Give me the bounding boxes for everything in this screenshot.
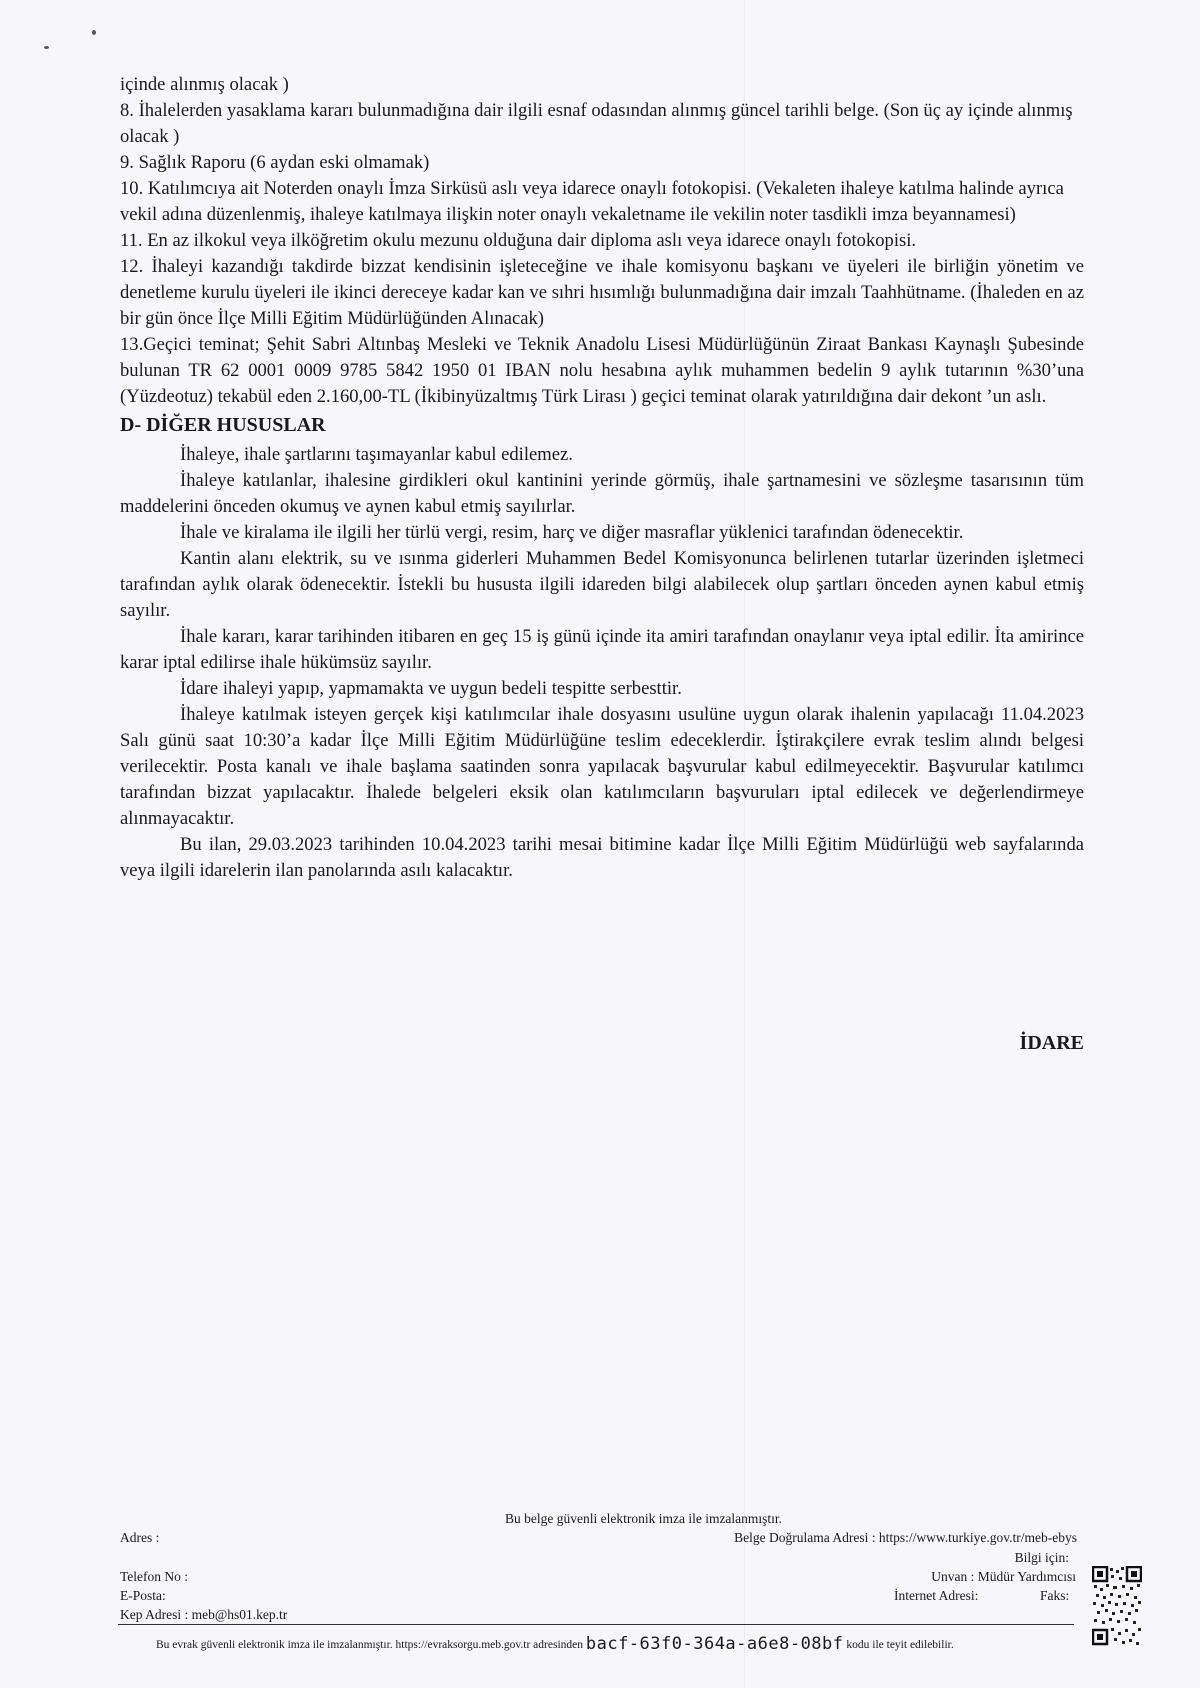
unvan-label: Unvan : Müdür Yardımcısı — [931, 1569, 1076, 1584]
telefon-label: Telefon No : — [120, 1569, 189, 1584]
requirement-13: 13.Geçici teminat; Şehit Sabri Altınbaş Mesleki ve Teknik Anadolu Lisesi Müdürlüğünün Ziraat Bankası Kaynaşlı Şubesinde bulunan TR 62 0001 0009 9785 5842 1950 01 IBAN nolu hesabına aylık muhammen bedelin 9 aylık tutarının %30’una (Yüzdeotuz) tekabül eden 2.160,00-TL (İkibinyüzaltmış Türk Lirası ) geçici teminat olarak yatırıldığına dair dekont ’un aslı. — [120, 334, 1084, 407]
requirement-8: 8. İhalelerden yasaklama kararı bulunmadığına dair ilgili esnaf odasından alınmış güncel tarihli belge. (Son üç ay içinde alınmış olacak ) — [120, 100, 1073, 147]
other-clause: İhale ve kiralama ile ilgili her türlü vergi, resim, harç ve diğer masraflar yüklenici tarafından ödenecektir. — [180, 522, 964, 543]
qr-code-icon — [1092, 1566, 1142, 1646]
faks-label: Faks: — [1040, 1588, 1070, 1603]
eposta-label: E-Posta: — [120, 1588, 166, 1603]
paragraph-continuation: içinde alınmış olacak ) — [120, 74, 289, 95]
section-heading: D- DİĞER HUSUSLAR — [120, 414, 326, 436]
verify-note — [156, 1634, 954, 1654]
other-clause: İhale kararı, karar tarihinden itibaren en geç 15 iş günü içinde ita amiri tarafından onaylanır veya iptal edilir. İta amirince karar iptal edilirse ihale hükümsüz sayılır. — [120, 626, 1084, 673]
other-clause: Bu ilan, 29.03.2023 tarihinden 10.04.2023 tarihi mesai bitimine kadar İlçe Milli Eğitim Müdürlüğü web sayfalarında veya ilgili idarelerin ilan panolarında asılı kalacaktır. — [120, 834, 1084, 881]
kep-address: Kep Adresi : meb@hs01.kep.tr — [120, 1607, 288, 1622]
requirement-9: 9. Sağlık Raporu (6 aydan eski olmamak) — [120, 152, 430, 173]
bilgi-icin-label: Bilgi için: — [1014, 1550, 1069, 1565]
other-clause: İdare ihaleyi yapıp, yapmamakta ve uygun bedeli tespitte serbesttir. — [180, 678, 682, 699]
verify-note-suffix: kodu ile teyit edilebilir. — [846, 1639, 954, 1651]
requirement-11: 11. En az ilkokul veya ilköğretim okulu mezunu olduğuna dair diploma aslı veya idarece onaylı fotokopisi. — [120, 230, 917, 251]
other-clause: Kantin alanı elektrik, su ve ısınma giderleri Muhammen Bedel Komisyonunca belirlenen tutarlar üzerinden işletmeci tarafından aylık olarak ödenecektir. İstekli bu hususta ilgili idareden bilgi alabilecek olup şartları önceden aynen kabul etmiş sayılır. — [120, 548, 1084, 621]
requirement-10: 10. Katılımcıya ait Noterden onaylı İmza Sirküsü aslı veya idarece onaylı fotokopisi. (Vekaleten ihaleye katılma halinde ayrıca vekil adına düzenlenmiş, ihaleye katılmaya ilişkin noter onaylı vekaletname ile vekilin noter tasdikli imza beyannamesi) — [120, 178, 1064, 225]
verify-note-prefix: Bu evrak güvenli elektronik imza ile imzalanmıştır. https://evraksorgu.meb.gov.tr adresinden — [156, 1639, 583, 1651]
internet-label: İnternet Adresi: — [894, 1588, 979, 1603]
requirement-12: 12. İhaleyi kazandığı takdirde bizzat kendisinin işleteceğine ve ihale komisyonu başkanı ve üyeleri ile birliğin yönetim ve denetleme kurulu üyeleri ile ikinci dereceye kadar kan ve sıhri hısımlığı bulunmadığına dair imzalı Taahhütname. (İhaleden en az bir gün önce İlçe Milli Eğitim Müdürlüğünden Alınacak) — [120, 256, 1084, 329]
other-clause: İhaleye katılanlar, ihalesine girdikleri okul kantinini yerinde görmüş, ihale şartnamesini ve sözleşme tasarısının tüm maddelerini önceden okumuş ve aynen kabul etmiş sayılırlar. — [120, 470, 1084, 517]
footer-divider — [118, 1624, 1074, 1625]
e-sign-note: Bu belge güvenli elektronik imza ile imzalanmıştır. — [505, 1511, 783, 1526]
other-clause: İhaleye, ihale şartlarını taşımayanlar kabul edilemez. — [180, 444, 573, 465]
signature-block: İDARE — [1019, 1032, 1084, 1054]
verify-address: Belge Doğrulama Adresi : https://www.turkiye.gov.tr/meb-ebys — [734, 1530, 1077, 1545]
other-clause: İhaleye katılmak isteyen gerçek kişi katılımcılar ihale dosyasını usulüne uygun olarak ihalenin yapılacağı 11.04.2023 Salı günü saat 10:30’a kadar İlçe Milli Eğitim Müdürlüğüne teslim edeceklerdir. İştirakçilere evrak teslim alındı belgesi verilecektir. Posta kanalı ve ihale başlama saatinden sonra yapılacak başvurular kabul edilmeyecektir. Başvurular katılımcı tarafından bizzat yapılacaktır. İhalede belgeleri eksik olan katılımcıların başvuruları iptal edilecek ve değerlendirmeye alınmayacaktır. — [120, 704, 1084, 829]
verify-code: bacf-63f0-364a-a6e8-08bf — [585, 1634, 844, 1654]
adres-label: Adres : — [120, 1530, 160, 1545]
